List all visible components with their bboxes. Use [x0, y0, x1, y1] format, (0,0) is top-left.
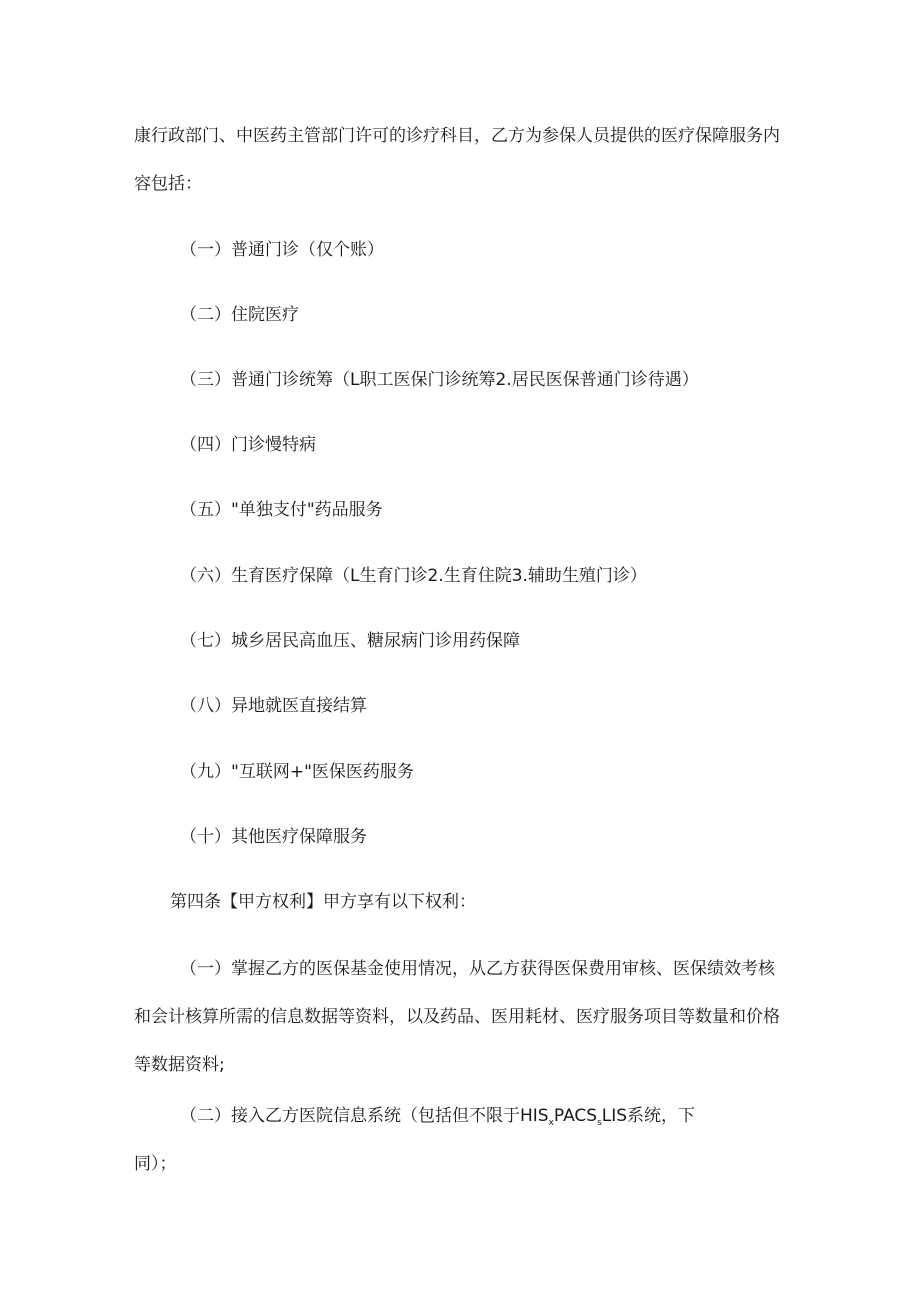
service-item-5: （五）"单独支付"药品服务 [180, 500, 383, 520]
item-2-subscript-2: s [597, 1118, 602, 1128]
article-4-item-1-line-2: 和会计核算所需的信息数据等资料，以及药品、医用耗材、医疗服务项目等数量和价格 [134, 1007, 780, 1027]
article-4-item-2-line-2: 同）； [134, 1154, 177, 1174]
intro-line-1: 康行政部门、中医药主管部门许可的诊疗科目，乙方为参保人员提供的医疗保障服务内 [134, 126, 780, 146]
article-4-heading: 第四条【甲方权利】甲方享有以下权利： [170, 892, 476, 912]
item-2-text-part-2: PACS [553, 1106, 598, 1126]
article-4-item-1-line-3: 等数据资料; [134, 1055, 225, 1075]
service-item-1: （一）普通门诊（仅个账） [180, 240, 384, 260]
service-item-4: （四）门诊慢特病 [180, 435, 316, 455]
service-item-8: （八）异地就医直接结算 [180, 696, 367, 716]
service-item-7: （七）城乡居民高血压、糖尿病门诊用药保障 [180, 631, 520, 651]
article-4-item-2-line-1 [180, 1104, 695, 1128]
item-2-text-part-3: LIS系统，下 [601, 1106, 696, 1126]
article-4-item-1-line-1: （一）掌握乙方的医保基金使用情况，从乙方获得医保费用审核、医保绩效考核 [180, 959, 775, 979]
service-item-9: （九）"互联网+"医保医药服务 [180, 762, 414, 782]
service-item-10: （十）其他医疗保障服务 [180, 827, 367, 847]
item-2-text-part-1: （二）接入乙方医院信息系统（包括但不限于HIS [180, 1106, 549, 1126]
service-item-2: （二）住院医疗 [180, 305, 299, 325]
service-item-6: （六）生育医疗保障（L生育门诊2.生育住院3.辅助生殖门诊） [180, 566, 647, 586]
intro-line-2: 容包括： [134, 174, 202, 194]
service-item-3: （三）普通门诊统筹（L职工医保门诊统筹2.居民医保普通门诊待遇） [180, 370, 699, 390]
item-2-subscript-1: x [548, 1118, 554, 1128]
